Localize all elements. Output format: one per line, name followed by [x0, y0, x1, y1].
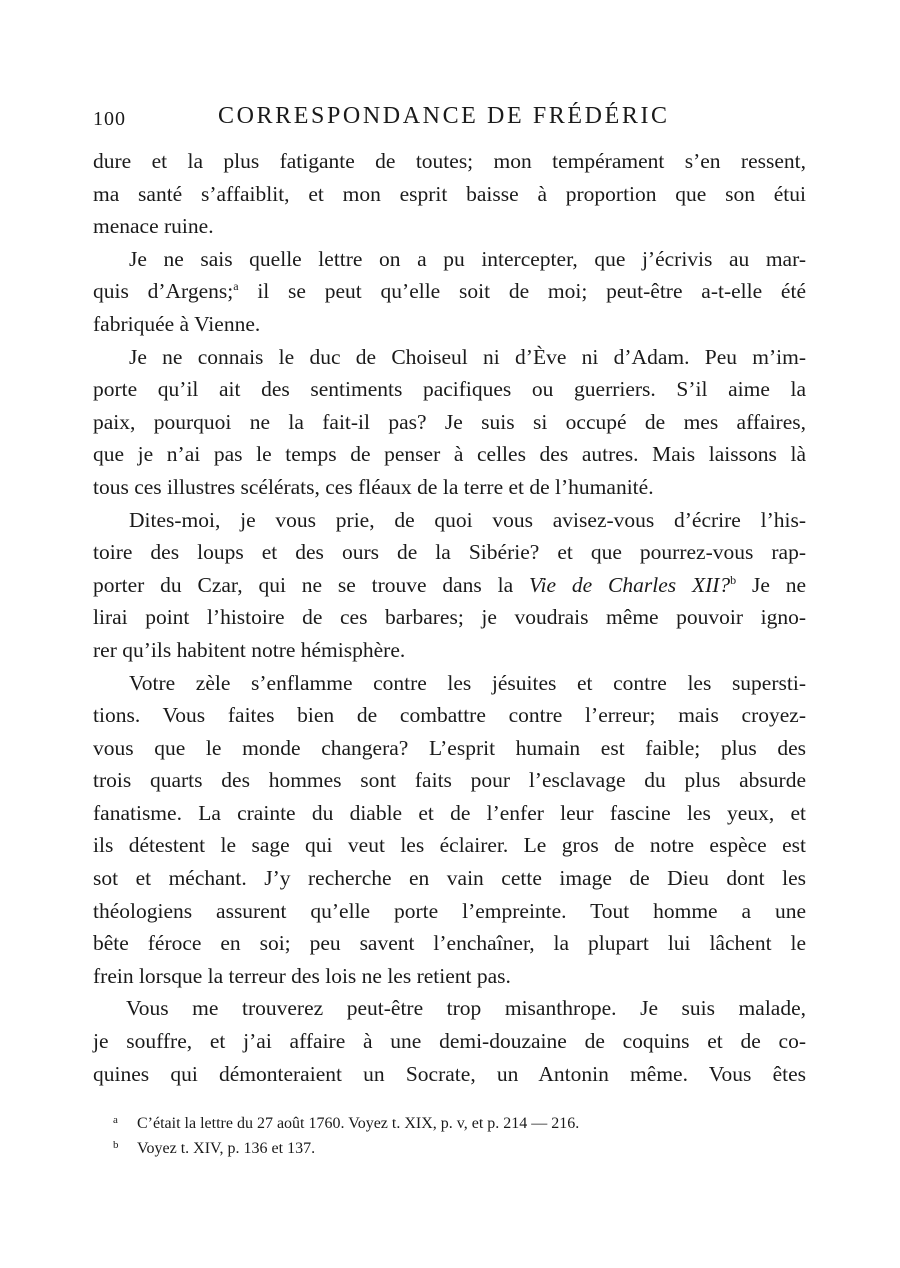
- text-line: toire des loups et des ours de la Sibérie? et que pourrez-vous rap-: [93, 540, 806, 565]
- text-line: [93, 275, 806, 308]
- text-line: menace ruine.: [93, 214, 214, 239]
- footnotes: [113, 1111, 579, 1161]
- text-line: dure et la plus fatigante de toutes; mon tempérament s’en ressent,: [93, 149, 806, 173]
- text-line: [93, 569, 806, 602]
- text-line: quines qui démonteraient un Socrate, un Antonin même. Vous êtes: [93, 1061, 806, 1086]
- text-line: paix, pourquoi ne la fait-il pas? Je suis si occupé de mes affaires,: [93, 409, 806, 434]
- text-line: que je n’ai pas le temps de penser à celles des autres. Mais laissons là: [93, 442, 806, 467]
- text-line: vous que le monde changera? L’esprit humain est faible; plus des: [93, 735, 806, 760]
- text-line: fanatisme. La crainte du diable et de l’enfer leur fascine les yeux, et: [93, 800, 806, 825]
- text-fragment: porter du Czar, qui ne se trouve dans la: [93, 572, 514, 597]
- page-number: 100: [93, 108, 126, 130]
- text-fragment: quis d’Argens;: [93, 279, 234, 304]
- text-line: ma santé s’affaiblit, et mon esprit baisse à proportion que son étui: [93, 181, 806, 206]
- text-line: tions. Vous faites bien de combattre contre l’erreur; mais croyez-: [93, 703, 806, 728]
- text-line: lirai point l’histoire de ces barbares; je voudrais même pouvoir igno-: [93, 605, 806, 630]
- text-fragment: Je ne: [752, 572, 807, 597]
- text-fragment: il se peut qu’elle soit de moi; peut-être a-t-elle été: [257, 279, 806, 304]
- footnote-text: C’était la lettre du 27 août 1760. Voyez t. XIX, p. v, et p. 214 — 216.: [137, 1115, 580, 1132]
- footnote: a C’était la lettre du 27 août 1760. Voyez t. XIX, p. v, et p. 214 — 216.: [113, 1114, 580, 1132]
- footnote-ref-b: b: [730, 572, 737, 587]
- text-line: Vous me trouverez peut-être trop misanthrope. Je suis malade,: [126, 996, 806, 1021]
- running-title: CORRESPONDANCE DE FRÉDÉRIC: [218, 103, 670, 129]
- text-line: Je ne connais le duc de Choiseul ni d’Ève ni d’Adam. Peu m’im-: [129, 344, 806, 369]
- text-line: rer qu’ils habitent notre hémisphère.: [93, 637, 406, 662]
- text-line: fabriquée à Vienne.: [93, 311, 261, 336]
- text-line: Votre zèle s’enflamme contre les jésuites et contre les supersti-: [129, 670, 806, 695]
- book-title: Vie de Charles XII?: [529, 572, 731, 597]
- text-line: porte qu’il ait des sentiments pacifiques ou guerriers. S’il aime la: [93, 377, 806, 402]
- text-line: bête féroce en soi; peu savent l’enchaîner, la plupart lui lâchent le: [93, 931, 806, 956]
- footnote-text: Voyez t. XIV, p. 136 et 137.: [137, 1140, 316, 1157]
- text-line: frein lorsque la terreur des lois ne les retient pas.: [93, 963, 511, 988]
- footnote: b Voyez t. XIV, p. 136 et 137.: [113, 1139, 316, 1157]
- footnote-ref-a: a: [233, 279, 239, 294]
- text-line: tous ces illustres scélérats, ces fléaux de la terre et de l’humanité.: [93, 474, 654, 499]
- text-line: théologiens assurent qu’elle porte l’empreinte. Tout homme a une: [93, 898, 806, 923]
- text-line: Je ne sais quelle lettre on a pu intercepter, que j’écrivis au mar-: [129, 246, 806, 271]
- body-text: [93, 145, 806, 1090]
- text-line: je souffre, et j’ai affaire à une demi-douzaine de coquins et de co-: [93, 1029, 806, 1054]
- text-line: ils détestent le sage qui veut les éclairer. Le gros de notre espèce est: [93, 833, 806, 858]
- text-line: trois quarts des hommes sont faits pour l’esclavage du plus absurde: [93, 768, 806, 793]
- text-line: sot et méchant. J’y recherche en vain cette image de Dieu dont les: [93, 866, 806, 891]
- text-line: Dites-moi, je vous prie, de quoi vous avisez-vous d’écrire l’his-: [129, 507, 806, 532]
